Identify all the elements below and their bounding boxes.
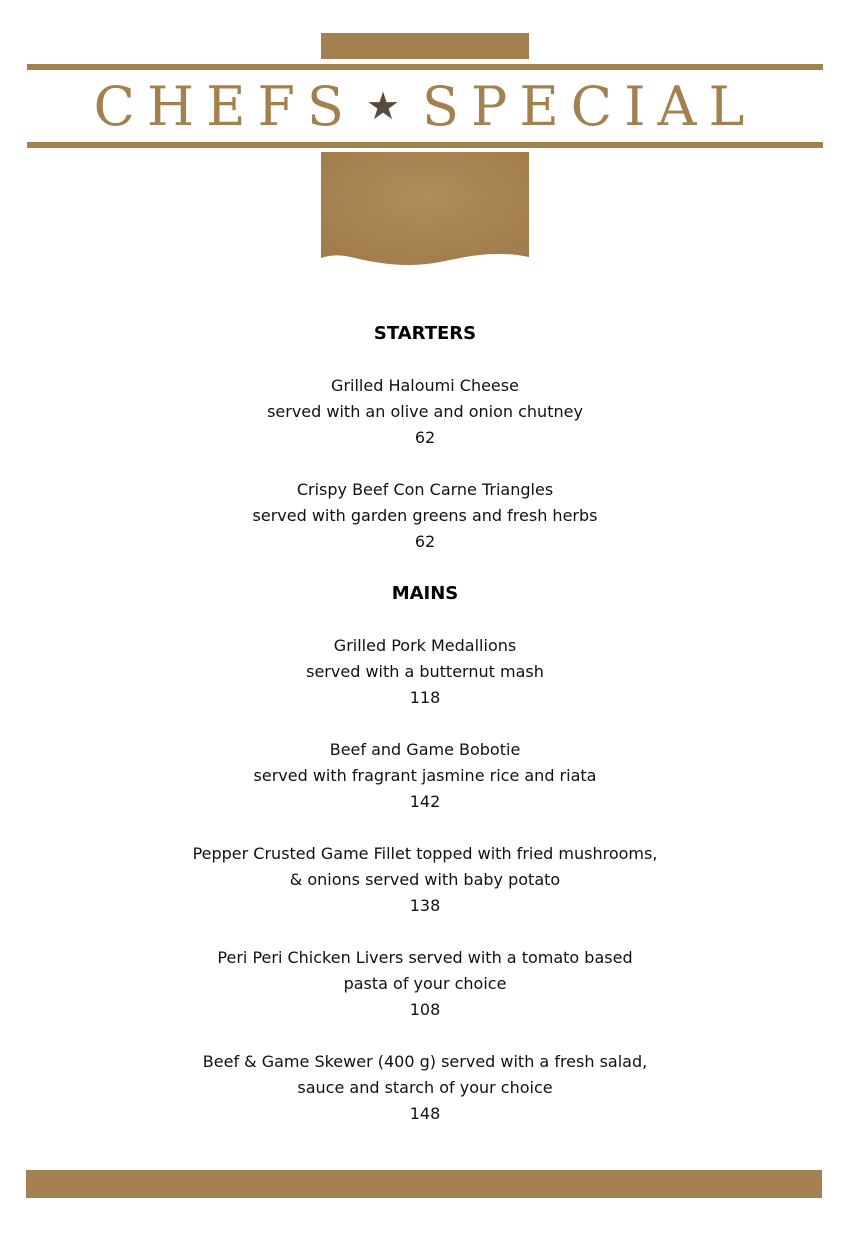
header-rule-bottom (27, 142, 823, 148)
menu-item (0, 373, 850, 451)
star-icon: ★ (365, 84, 401, 128)
menu (0, 321, 850, 1127)
menu-item (0, 477, 850, 555)
page-title (27, 72, 823, 140)
item-name: Beef and Game Bobotie (329, 740, 521, 759)
item-name: Pepper Crusted Game Fillet topped with fried mushrooms, (192, 844, 658, 863)
section-mains (0, 581, 850, 1127)
menu-item (0, 841, 850, 919)
item-price: 142 (409, 792, 441, 811)
item-description: sauce and starch of your choice (297, 1078, 553, 1097)
item-description: served with fragrant jasmine rice and riata (253, 766, 597, 785)
item-price: 148 (409, 1104, 441, 1123)
title-right: SPECIAL (422, 74, 757, 138)
header-rule-top (27, 64, 823, 70)
menu-item (0, 1049, 850, 1127)
item-name: Peri Peri Chicken Livers served with a tomato based (217, 948, 633, 967)
section-starters (0, 321, 850, 581)
footer-bar (26, 1170, 822, 1198)
item-price: 118 (409, 688, 441, 707)
item-price: 62 (414, 428, 436, 447)
item-price: 108 (409, 1000, 441, 1019)
item-name: Crispy Beef Con Carne Triangles (296, 480, 554, 499)
section-title: STARTERS (373, 323, 477, 344)
item-price: 138 (409, 896, 441, 915)
item-description: & onions served with baby potato (289, 870, 561, 889)
item-description: served with a butternut mash (306, 662, 544, 681)
title-left: CHEFS (93, 74, 356, 138)
item-name: Beef & Game Skewer (400 g) served with a fresh salad, (202, 1052, 648, 1071)
section-title: MAINS (391, 583, 459, 604)
item-price: 62 (414, 532, 436, 551)
menu-item (0, 945, 850, 1023)
menu-item (0, 633, 850, 711)
header-banner (320, 152, 530, 267)
item-name: Grilled Haloumi Cheese (331, 376, 519, 395)
item-description: served with an olive and onion chutney (267, 402, 583, 421)
item-description: pasta of your choice (343, 974, 507, 993)
header-top-tab (321, 33, 529, 59)
item-name: Grilled Pork Medallions (333, 636, 517, 655)
menu-item (0, 737, 850, 815)
item-description: served with garden greens and fresh herbs (252, 506, 598, 525)
